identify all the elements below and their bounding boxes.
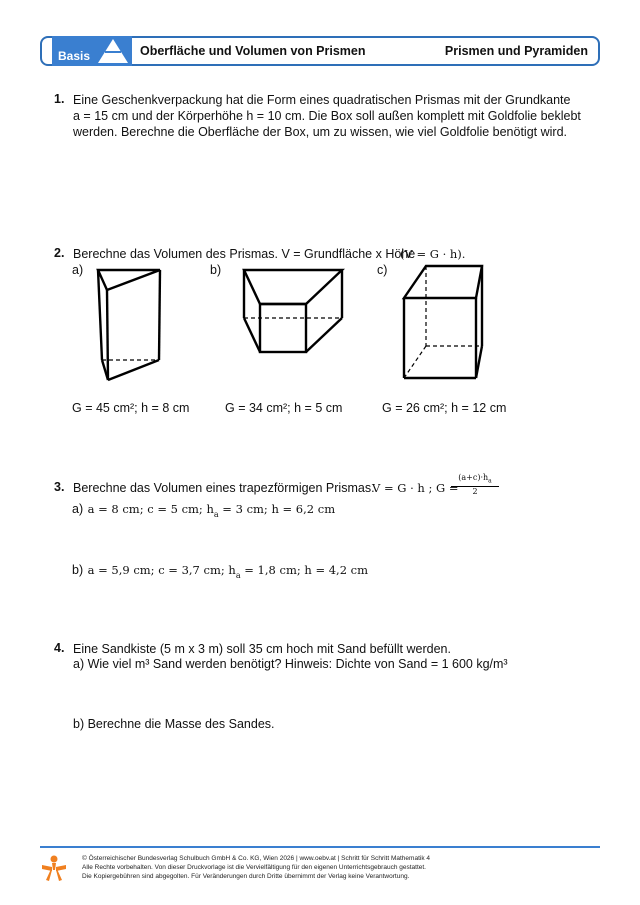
quadrilateral-prism-figure <box>396 262 492 382</box>
task2-text: Berechne das Volumen des Prismas. V = Grundfläche x Höhe <box>73 247 416 261</box>
task-number: 2. <box>54 246 65 260</box>
task1-line2: a = 15 cm und der Körperhöhe h = 10 cm. Die Box soll außen komplett mit Goldfolie beklebt <box>73 109 581 123</box>
section-title: Prismen und Pyramiden <box>444 44 588 58</box>
task1-line1: Eine Geschenkverpackung hat die Form eines quadratischen Prismas mit der Grundkante <box>73 93 571 107</box>
task4-line1: Eine Sandkiste (5 m x 3 m) soll 35 cm hoch mit Sand befüllt werden. <box>73 642 451 656</box>
footer-divider <box>40 846 600 848</box>
task2-formula: (V = G · h). <box>400 247 466 261</box>
fraction-denominator: 2 <box>472 486 478 496</box>
label-a: a) <box>72 263 84 277</box>
given-b: G = 34 cm²; h = 5 cm <box>225 401 343 415</box>
trapezoid-prism-figure <box>238 266 350 358</box>
badge-label: Basis <box>58 49 91 63</box>
part-b-sub: a <box>235 571 241 581</box>
task1-line3: werden. Berechne die Oberfläche der Box, um zu wissen, wie viel Goldfolie benötigt wird. <box>73 125 568 139</box>
task-number: 1. <box>54 92 65 106</box>
task4-line3: b) Berechne die Masse des Sandes. <box>73 717 275 731</box>
part-b-values: a = 5,9 cm; c = 3,7 cm; h <box>87 563 236 577</box>
given-a: G = 45 cm²; h = 8 cm <box>72 401 190 415</box>
footer-line2: Alle Rechte vorbehalten. Von dieser Druckvorlage ist die Vervielfältigung für den eigenen Unterrichtsgebrauch gestattet. <box>82 864 426 871</box>
part-b-label: b) <box>72 563 84 577</box>
pyramid-icon <box>96 37 130 65</box>
footer-line1: © Österreichischer Bundesverlag Schulbuch GmbH & Co. KG, Wien 2026 | www.oebv.at | Schritt für Schritt Mathematik 4 <box>82 855 430 862</box>
task-number: 4. <box>54 641 65 655</box>
task3-part-a <box>72 500 335 519</box>
given-c: G = 26 cm²; h = 12 cm <box>382 401 507 415</box>
part-a-label: a) <box>72 502 84 516</box>
footer-line3: Die Kopiergebühren sind abgegolten. Für Veränderungen durch Dritte übernimmt der Verlag keine Verantwortung. <box>82 873 410 880</box>
fraction-numerator: (a+c)·h <box>458 473 489 482</box>
publisher-logo-icon <box>40 854 68 882</box>
task3-part-b <box>72 561 368 580</box>
label-c: c) <box>377 263 388 277</box>
page-title: Oberfläche und Volumen von Prismen <box>140 44 366 58</box>
part-a-values: a = 8 cm; c = 5 cm; h <box>87 502 214 516</box>
task4-line2: a) Wie viel m³ Sand werden benötigt? Hinweis: Dichte von Sand = 1 600 kg/m³ <box>73 657 508 671</box>
triangular-prism-figure <box>92 262 172 387</box>
task-number: 3. <box>54 480 65 494</box>
fraction-subscript: a <box>488 477 492 485</box>
part-a-rest: = 3 cm; h = 6,2 cm <box>218 502 336 516</box>
part-a-sub: a <box>213 510 219 520</box>
label-b: b) <box>210 263 222 277</box>
task3-formula: V = G · h ; G = <box>372 481 459 495</box>
fraction <box>451 473 499 496</box>
task3-text: Berechne das Volumen eines trapezförmigen Prismas. <box>73 481 375 495</box>
part-b-rest: = 1,8 cm; h = 4,2 cm <box>240 563 369 577</box>
